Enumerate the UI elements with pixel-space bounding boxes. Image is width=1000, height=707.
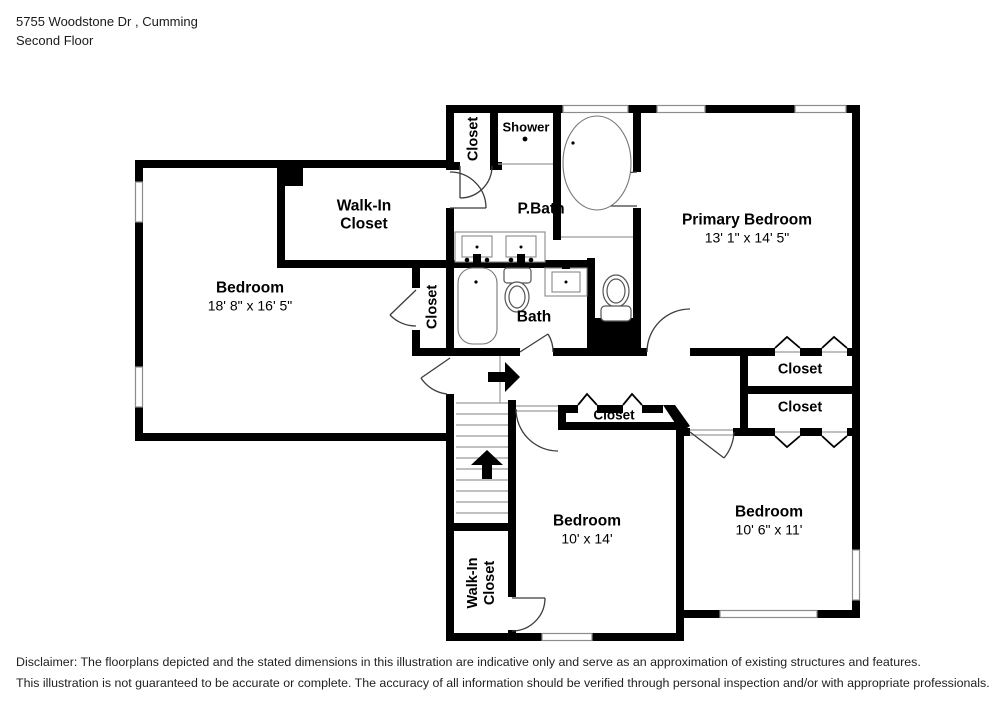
pbath-label — [517, 201, 564, 220]
room-label: Closet — [593, 407, 635, 423]
closet-right-upper-label — [778, 361, 822, 380]
door-swing-icon — [520, 334, 553, 352]
disclaimer-line-1: Disclaimer: The floorplans depicted and the stated dimensions in this illustration are indicative only and serve as an approximation of existing structures and features. — [16, 655, 921, 669]
closet-hall-label — [593, 407, 634, 426]
bedroom-large-label — [208, 280, 293, 315]
door-swing-icon — [512, 598, 545, 631]
closet-right-lower-label — [778, 399, 822, 418]
room-label-line: Closet — [482, 560, 498, 606]
bifold-door-icon — [775, 337, 800, 348]
room-dims: 18' 8" x 16' 5" — [207, 297, 293, 314]
bifold-door-icon — [623, 394, 642, 405]
address-text: 5755 Woodstone Dr , Cumming — [16, 14, 198, 29]
room-dims: 13' 1" x 14' 5" — [704, 229, 790, 246]
door-swing-icon — [647, 309, 690, 352]
door-swing-icon — [421, 358, 450, 394]
bifold-door-icon — [822, 337, 847, 348]
room-label-line: Walk-In — [464, 557, 481, 609]
window-icon — [853, 550, 860, 600]
disclaimer-line-2: This illustration is not guaranteed to be accurate or complete. The accuracy of all information should be verified through personal inspection and/or with appropriate professionals. — [16, 676, 990, 690]
room-label: P.Bath — [517, 200, 565, 218]
window-icon — [795, 106, 846, 113]
bathtub-icon — [458, 268, 497, 344]
room-label: Closet — [465, 116, 482, 162]
bedroom-middle-label — [553, 513, 621, 548]
door-swing-icon — [450, 172, 486, 208]
walkin-closet-top-label — [337, 198, 392, 235]
door-swing-icon — [690, 432, 734, 458]
window-icon — [136, 367, 143, 407]
room-dims: 10' x 14' — [561, 530, 613, 547]
room-label-line: Walk-In — [336, 197, 392, 215]
walkin-closet-bottom-label — [465, 557, 499, 608]
door-swing-icon — [460, 166, 492, 198]
bath-label — [517, 309, 551, 328]
room-label: Closet — [777, 361, 823, 378]
bathtub-icon — [563, 116, 631, 210]
bifold-door-icon — [822, 436, 847, 447]
bifold-door-icon — [578, 394, 597, 405]
closet-top-label — [465, 117, 484, 161]
room-label: Closet — [777, 399, 823, 416]
door-swing-icon — [390, 290, 416, 326]
entry-direction-arrow-icon — [488, 362, 520, 392]
toilet-icon — [504, 268, 531, 312]
window-icon — [542, 634, 592, 641]
closet-mid-label — [424, 285, 443, 329]
bifold-door-icon — [775, 436, 800, 447]
room-label: Bedroom — [215, 279, 285, 297]
stairs-up-arrow-icon — [471, 450, 503, 479]
door-swing-icon — [516, 409, 558, 451]
double-vanity-icon — [455, 232, 545, 264]
room-label: Bath — [516, 308, 552, 326]
room-label: Bedroom — [552, 512, 622, 530]
primary-bedroom-label — [682, 212, 812, 247]
room-label: Primary Bedroom — [681, 211, 813, 229]
shower-label — [503, 119, 550, 138]
floor-text: Second Floor — [16, 33, 94, 48]
window-icon — [657, 106, 705, 113]
room-label: Bedroom — [734, 503, 804, 521]
window-icon — [136, 182, 143, 222]
window-icon — [720, 611, 817, 618]
toilet-icon — [601, 275, 631, 321]
room-label: Closet — [424, 284, 441, 330]
room-label-line: Closet — [340, 216, 388, 233]
bedroom-right-label — [735, 504, 803, 539]
window-icon — [563, 106, 628, 113]
room-dims: 10' 6" x 11' — [735, 521, 803, 538]
room-label: Shower — [502, 119, 550, 135]
